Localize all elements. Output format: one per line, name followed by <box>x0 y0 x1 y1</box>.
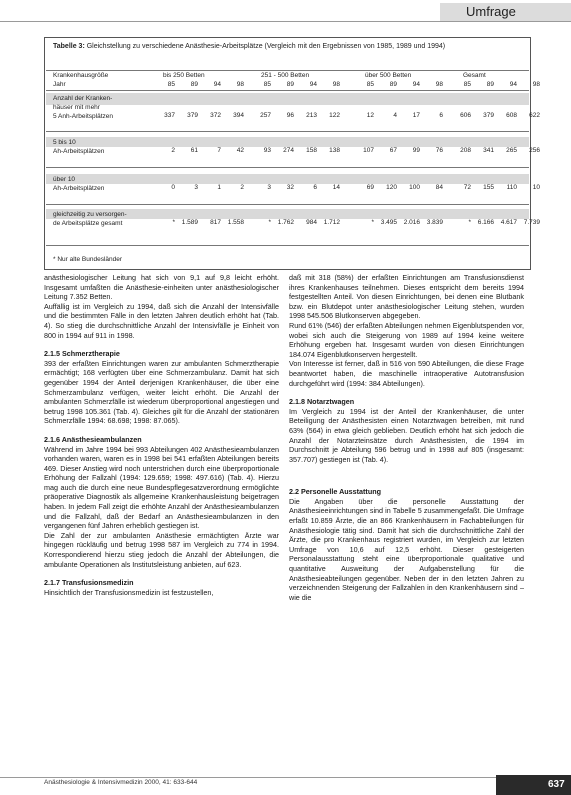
table-cell: 12 <box>366 112 374 119</box>
table-cell: 84 <box>435 184 443 191</box>
table-row-label-line: 5 bis 10 <box>53 139 76 146</box>
table-group-label: über 500 Betten <box>365 72 412 79</box>
paragraph: Von Interesse ist ferner, daß in 516 von 590 Abteilungen, die diese Frage beantwortet haben, die maschinelle intraoperative Autotransfusion durchgeführt wird (1994: 384 Abteilungen). <box>289 359 524 388</box>
paragraph: Die Zahl der zur ambulanten Anästhesie ermächtigten Ärzte war hingegen rückläufig und betrug 1998 587 im Vergleich zu 774 in 1994. Korrespondierend hierzu stieg jedoch die Anzahl der Abteilungen, die ambulante Operationen als Institutsleistung anbieten, auf 623. <box>44 530 279 569</box>
table-cell: 93 <box>263 147 271 154</box>
table-cell: 99 <box>412 147 420 154</box>
header-rule <box>0 21 571 22</box>
column-right <box>289 273 524 602</box>
table-cell: 817 <box>210 219 221 226</box>
column-left <box>44 273 279 597</box>
table-cell: 208 <box>460 147 471 154</box>
table-cell: 984 <box>306 219 317 226</box>
table-cell: 394 <box>233 112 244 119</box>
table-rule <box>46 204 529 205</box>
table-cell: 61 <box>190 147 198 154</box>
table-cell: 110 <box>506 184 517 191</box>
table-cell: 67 <box>389 147 397 154</box>
table-year: 85 <box>263 81 271 88</box>
table-caption <box>53 42 523 52</box>
footer-rule <box>0 777 571 778</box>
table-cell: 1.589 <box>181 219 198 226</box>
table-rule <box>46 167 529 168</box>
table-year: 94 <box>213 81 221 88</box>
paragraph: daß mit 318 (58%) der erfaßten Einrichtungen am Transfusionsdienst ihres Krankenhauses teilnehmen. Dieses entspricht dem bereits 1994 festgestellten Anteil. Von diesen Einrichtungen, bei denen eine Blutbank bzw. ein Blutdepot unter anästhesiologischer Leitung stehen, wurden 1998 545.506 Blutkonserven abgegeben. <box>289 273 524 321</box>
table-row <box>53 138 540 170</box>
table-cell: * <box>268 219 271 226</box>
table-year: 94 <box>412 81 420 88</box>
table-cell: * <box>371 219 374 226</box>
journal-citation: Anästhesiologie & Intensivmedizin 2000, 41: 633-644 <box>44 779 198 786</box>
paragraph: Die Angaben über die personelle Ausstattung der Anästhesieeinrichtungen sind in Tabelle 5 zusammengefaßt. Die Umfrage erfaßt 10.859 Ärzte, die an 866 Krankenhäusern in Fachabteilungen für Anästhesiologie tätig sind. Damit hat sich die durchschnittliche Zahl der Ärzte, die pro Krankenhaus registriert wurden, im Vergleich zur letzten Umfrage von 10,6 auf 12,5 erhöht. Dieser gesteigerten Personalausstattung steht eine überproportionale qualitative und quantitative Ausweitung der Aufgabenstellung für die Anästhesieabteilungen gegenüber. Neben der in den letzten Jahren zu verzeichnenden Steigerung der Fallzahlen in den Krankenhäusern sind – wie die <box>289 496 524 602</box>
table-row-label <box>53 175 148 193</box>
table-cell: 17 <box>412 112 420 119</box>
table-cell: 120 <box>386 184 397 191</box>
table-cell: 6 <box>439 112 443 119</box>
table-cell: 100 <box>409 184 420 191</box>
table-cell: * <box>172 219 175 226</box>
table-row-label-line: über 10 <box>53 176 76 183</box>
table-cell: 4 <box>393 112 397 119</box>
table-group-label: 251 - 500 Betten <box>261 72 310 79</box>
table-row-label-line: häuser mit mehr <box>53 104 100 111</box>
table-year: 89 <box>486 81 494 88</box>
table-year: 94 <box>509 81 517 88</box>
table-cell: * <box>468 219 471 226</box>
table-header-label: Krankenhausgröße <box>53 72 109 79</box>
table-row-label <box>53 138 148 156</box>
page-number: 637 <box>548 779 565 790</box>
table-year: 98 <box>532 81 540 88</box>
paragraph: anästhesiologischer Leitung hat sich von 9,1 auf 9,8 leicht erhöht. Insgesamt umfaßten die Anästhesie-einheiten unter anästhesiologischer Leitung 7.352 Betten. <box>44 273 279 302</box>
table-row-label-line: Anzahl der Kranken- <box>53 95 113 102</box>
paragraph: Rund 61% (546) der erfaßten Abteilungen nehmen Eigenblutspenden vor, wobei sich auch die Steigerung von 1989 auf 1994 keine weitere Erhöhung ergeben hat. Insgesamt wurden von diesen Einrichtungen 184.074 Eigenblutkonserven hergestellt. <box>289 320 524 359</box>
table-cell: 6.166 <box>477 219 494 226</box>
table-cell: 2.016 <box>403 219 420 226</box>
table-cell: 10 <box>532 184 540 191</box>
section-heading: 2.2 Personelle Ausstattung <box>289 487 381 497</box>
paragraph: Hinsichtlich der Transfusionsmedizin ist festzustellen, <box>44 587 214 597</box>
paragraph-gap <box>289 464 524 478</box>
paragraph: Auffällig ist im Vergleich zu 1994, daß sich die Anzahl der Intensivfälle und die bestimmten Fälle in den letzten Jahren deutlich erhöht hat (Tab. 4). So stieg die durchschnittliche Anzahl der Intensivfälle je Einheit von 800 in 1994 auf 911 in 1998. <box>44 301 279 340</box>
table-footnote: * Nur alte Bundesländer <box>53 256 123 263</box>
table-cell: 1.762 <box>277 219 294 226</box>
table-year: 98 <box>435 81 443 88</box>
table-cell: 138 <box>329 147 340 154</box>
table-year: 89 <box>389 81 397 88</box>
table-cell: 3 <box>267 184 271 191</box>
table-cell: 0 <box>171 184 175 191</box>
table-group-label: Gesamt <box>463 72 486 79</box>
section-heading: 2.1.8 Notarztwagen <box>289 397 355 407</box>
table-cell: 274 <box>283 147 294 154</box>
table-year: 89 <box>190 81 198 88</box>
table-cell: 3 <box>194 184 198 191</box>
paragraph: Im Vergleich zu 1994 ist der Anteil der Krankenhäuser, die unter Beteiligung der Anästhesisten einen Notarztwagen betreiben, mit rund 63% (564) in etwa gleich geblieben. Deutlich erhöht hat sich jedoch die Anzahl der Notarzteinsätze durch Anästhesisten, die 1994 im Durchschnitt je Abteilung 596 betrug und in 1998 auf 805 (insgesamt: 357.707) gestiegen ist (Tab. 4). <box>289 406 524 464</box>
section-heading: 2.1.5 Schmerztherapie <box>44 349 120 359</box>
table-cell: 69 <box>366 184 374 191</box>
table-cell: 3.839 <box>426 219 443 226</box>
table-rule <box>46 131 529 132</box>
table-row-label-line: 5 Anh-Arbeitsplätzen <box>53 113 113 120</box>
table-cell: 256 <box>529 147 540 154</box>
table-rule <box>46 245 529 246</box>
table-cell: 158 <box>306 147 317 154</box>
table-year: 98 <box>332 81 340 88</box>
table-cell: 96 <box>286 112 294 119</box>
table-caption-label: Tabelle 3: <box>53 43 85 50</box>
table-cell: 107 <box>363 147 374 154</box>
table-rule <box>46 90 529 91</box>
table-cell: 379 <box>483 112 494 119</box>
table-cell: 2 <box>171 147 175 154</box>
section-heading: 2.1.7 Transfusionsmedizin <box>44 578 134 588</box>
table-year-label: Jahr <box>53 81 66 88</box>
table-year: 94 <box>309 81 317 88</box>
table-caption-text: Gleichstellung zu verschiedene Anästhesie-Arbeitsplätze (Vergleich mit den Ergebnissen von 1985, 1989 und 1994) <box>84 43 446 50</box>
table-cell: 155 <box>483 184 494 191</box>
table-row-label-line: de Arbeitsplätze gesamt <box>53 220 123 227</box>
table-cell: 2 <box>240 184 244 191</box>
table-cell: 76 <box>435 147 443 154</box>
table-cell: 42 <box>236 147 244 154</box>
table-year: 85 <box>463 81 471 88</box>
table-cell: 6 <box>313 184 317 191</box>
table-cell: 72 <box>463 184 471 191</box>
table-row-label-line: Ah-Arbeitsplätzen <box>53 148 105 155</box>
table-rule <box>46 70 529 71</box>
table-cell: 122 <box>329 112 340 119</box>
paragraph: 393 der erfaßten Einrichtungen waren zur ambulanten Schmerztherapie ermächtigt; 168 verfügten über eine Schmerzambulanz. Damit hat sich gegenüber 1994 der Anteil derjenigen Krankenhäuser, die über eine Schmerzambulanz verfügen, weiter leicht erhöht. Die Anzahl der ambulanten Schmerzfälle ist wiederum überproportional angestiegen und betrug 1998 105.361 (Tab. 4). Gleiches gilt für die Anzahl der stationären Schmerzfälle 1994: 68.698; 1998: 87.065). <box>44 358 279 426</box>
table-cell: 341 <box>483 147 494 154</box>
table-row <box>53 210 540 248</box>
table-year: 85 <box>366 81 374 88</box>
table-cell: 14 <box>332 184 340 191</box>
table-cell: 1.712 <box>323 219 340 226</box>
table-cell: 4.617 <box>500 219 517 226</box>
table-cell: 257 <box>260 112 271 119</box>
table-row-label-line: Ah-Arbeitsplätzen <box>53 185 105 192</box>
table-cell: 7 <box>217 147 221 154</box>
data-table <box>44 37 540 270</box>
table-cell: 379 <box>187 112 198 119</box>
table-cell: 1.558 <box>227 219 244 226</box>
table-cell: 337 <box>164 112 175 119</box>
table-cell: 32 <box>286 184 294 191</box>
paragraph: Während im Jahre 1994 bei 993 Abteilungen 402 Anästhesieambulanzen vorhanden waren, waren es in 1998 bei 541 erfaßten Abteilungen bereits 469. Dieser Anstieg wird noch unterstrichen durch eine überproportionale Erhöhung der Fallzahl (1994: 129.659; 1998: 497.616) (Tab. 4). Hierzu mag auch die durch eine neue Bundespflegesatzverordnung ermöglichte präoperative Diagnostik als allgemeine Krankenhausleistung beigetragen haben. In jedem Fall zeigt die erhöhte Anzahl der Anästhesieambulanzen und die Fallzahl, daß der Bedarf an Anästhesieambulanzen in den vergangenen fünf Jahren erheblich gestiegen ist. <box>44 444 279 531</box>
table-row <box>53 175 540 207</box>
table-group-label: bis 250 Betten <box>163 72 205 79</box>
table-row-label-line: gleichzeitig zu versorgen- <box>53 211 127 218</box>
table-cell: 265 <box>506 147 517 154</box>
table-year: 98 <box>236 81 244 88</box>
table-cell: 622 <box>529 112 540 119</box>
section-title: Umfrage <box>466 4 516 19</box>
table-cell: 606 <box>460 112 471 119</box>
table-row-label <box>53 210 148 228</box>
table-year: 85 <box>167 81 175 88</box>
table-cell: 213 <box>306 112 317 119</box>
table-cell: 372 <box>210 112 221 119</box>
section-heading: 2.1.6 Anästhesieambulanzen <box>44 434 142 444</box>
table-cell: 7.739 <box>523 219 540 226</box>
table-year: 89 <box>286 81 294 88</box>
table-cell: 608 <box>506 112 517 119</box>
table-row <box>53 94 540 134</box>
table-cell: 3.495 <box>380 219 397 226</box>
table-row-label <box>53 94 148 121</box>
table-cell: 1 <box>217 184 221 191</box>
